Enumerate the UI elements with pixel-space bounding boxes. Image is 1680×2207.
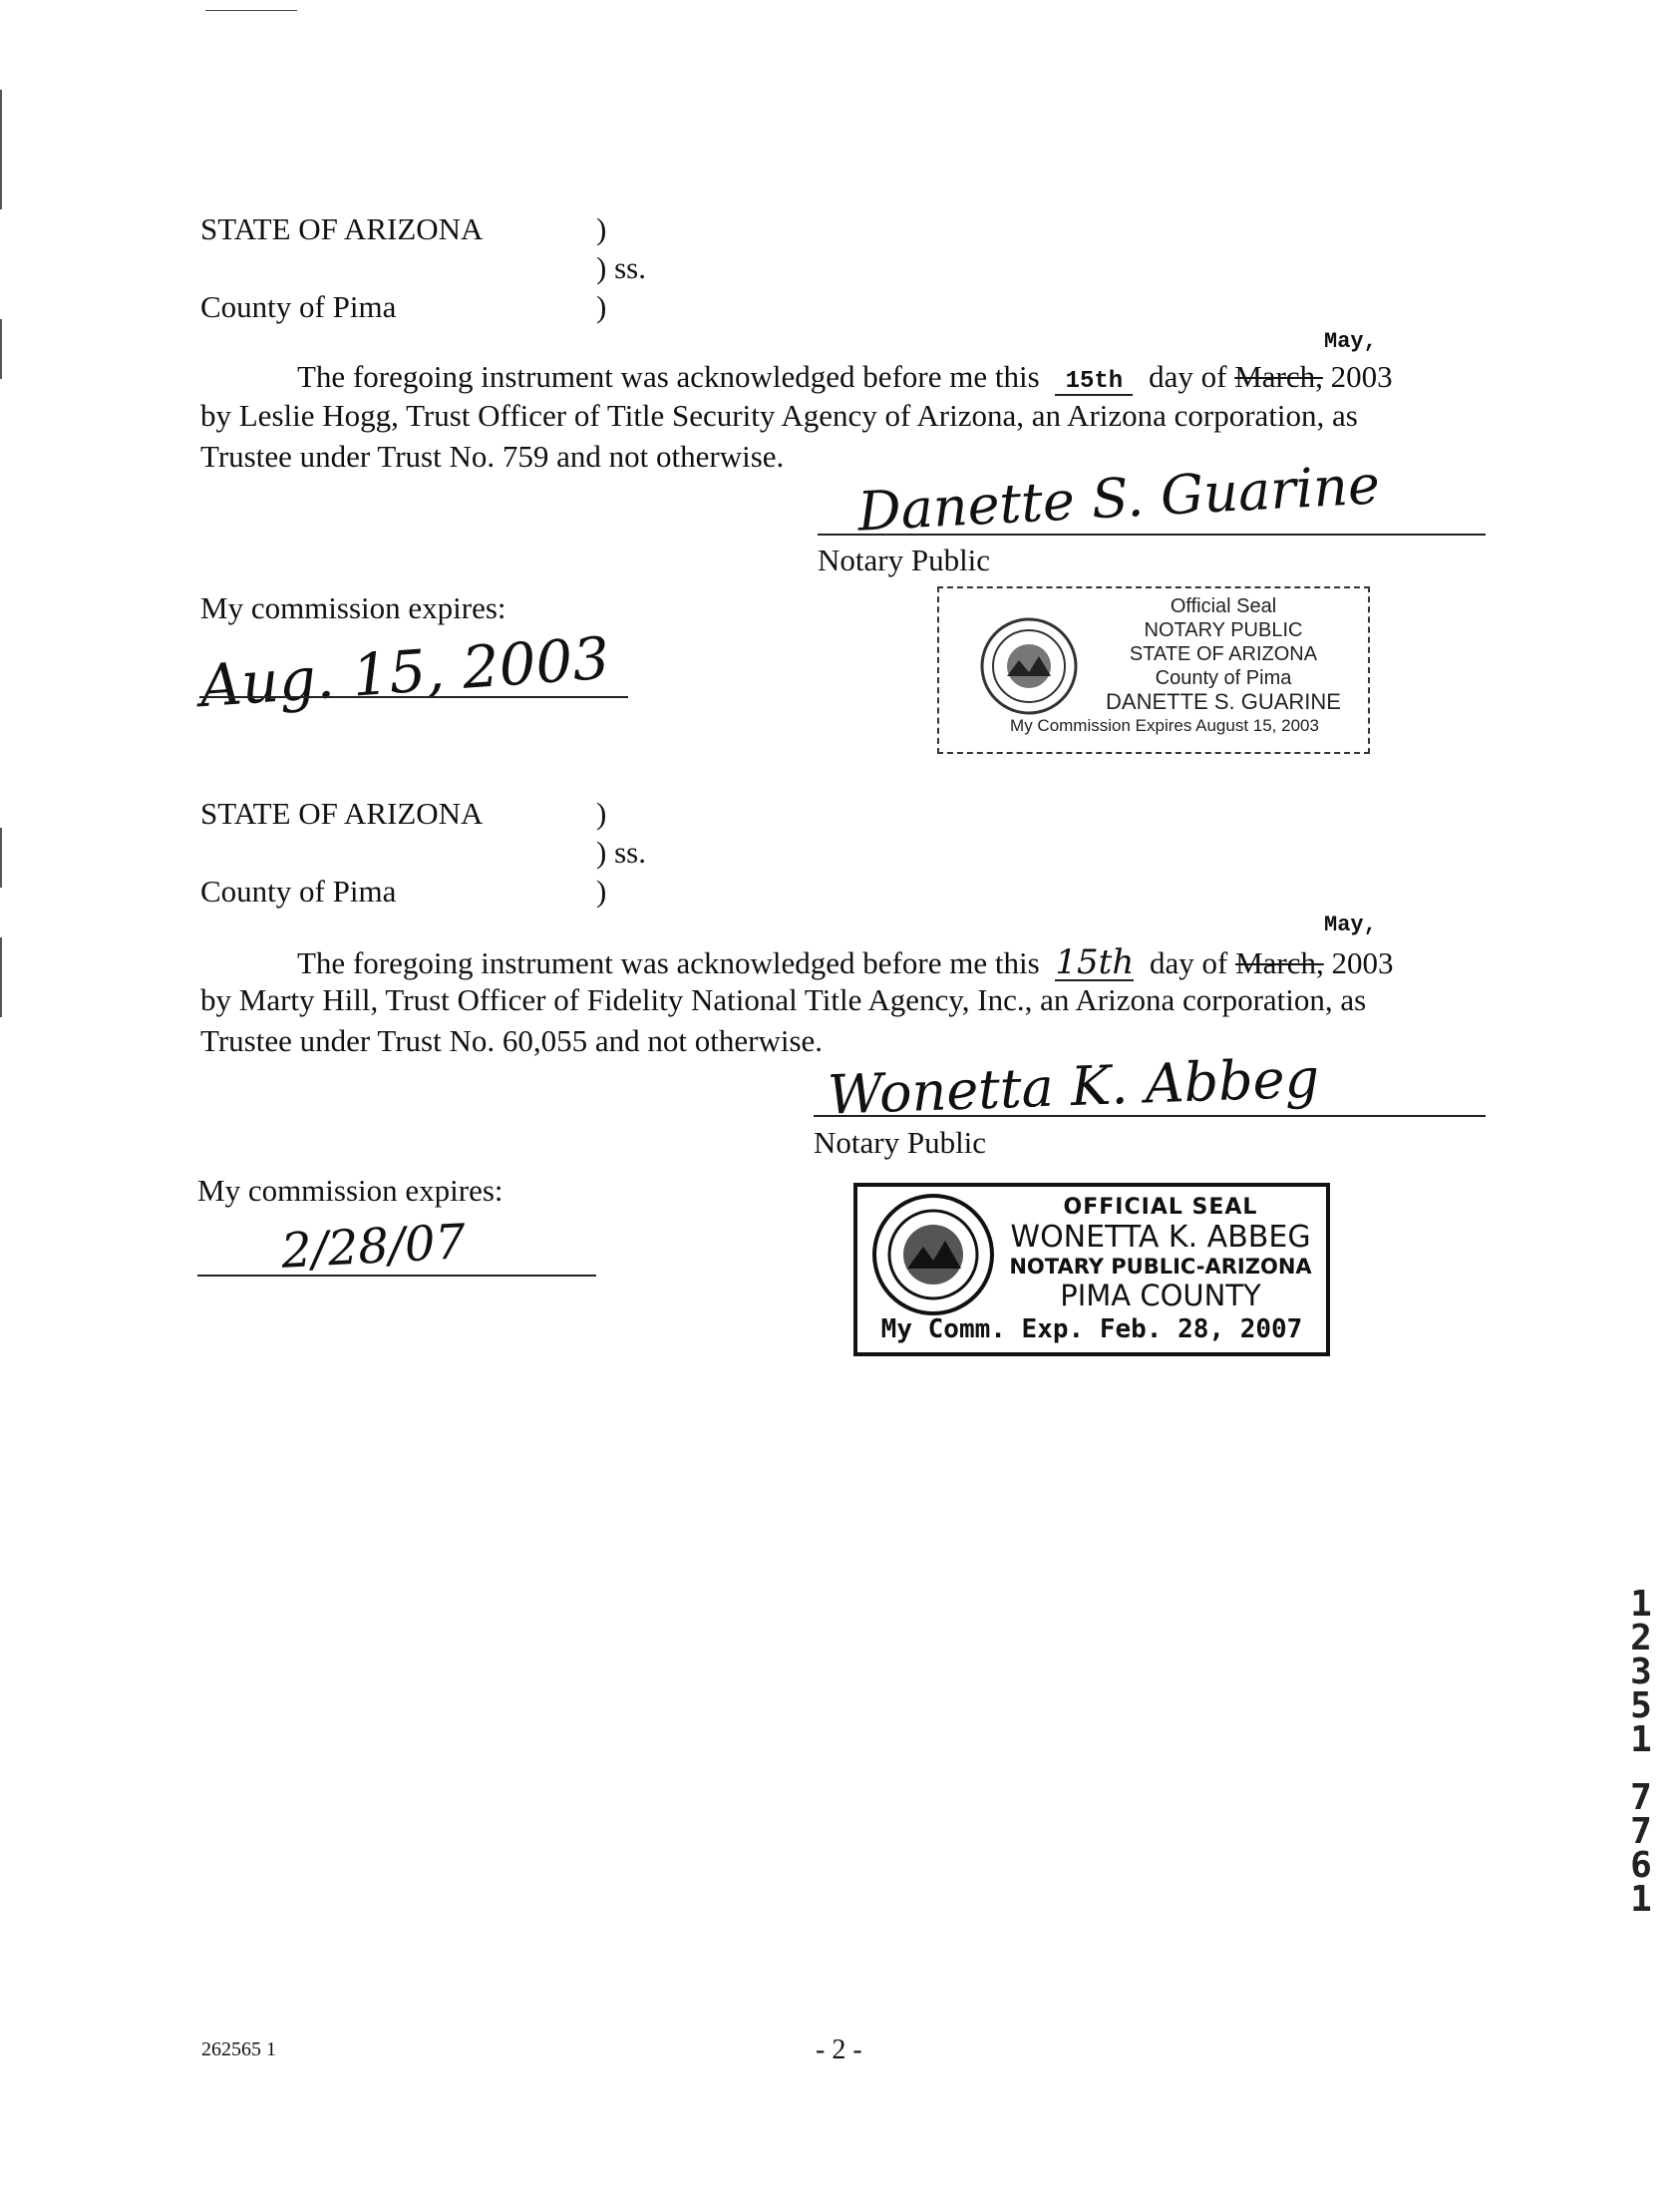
ack-line-2: by Marty Hill, Trust Officer of Fidelity National Title Agency, Inc., an Arizona corporation, as bbox=[200, 982, 1367, 1017]
state-seal-icon bbox=[871, 1193, 995, 1316]
scan-artifact-edge bbox=[0, 319, 2, 379]
recording-digit: 7 bbox=[1630, 1777, 1652, 1818]
commission-label: My commission expires: bbox=[197, 1173, 504, 1208]
venue-ss: ) ss. bbox=[596, 835, 646, 870]
ack-line-2: by Leslie Hogg, Trust Officer of Title Security Agency of Arizona, an Arizona corporation, as bbox=[200, 398, 1358, 433]
county-label: County of Pima bbox=[200, 289, 397, 324]
seal-line: County of Pima bbox=[1155, 667, 1292, 689]
commission-line bbox=[197, 1275, 596, 1277]
seal-line: PIMA COUNTY bbox=[1060, 1279, 1261, 1312]
ack-line-1 bbox=[297, 361, 1393, 396]
recording-digit: 7 bbox=[1630, 1811, 1652, 1852]
recording-digit: 6 bbox=[1630, 1845, 1652, 1886]
commission-line bbox=[199, 696, 628, 698]
notary-public-label: Notary Public bbox=[814, 1125, 987, 1160]
seal-expiration: My Commission Expires August 15, 2003 bbox=[1010, 716, 1319, 735]
month-struck: March, bbox=[1234, 359, 1323, 394]
scan-artifact-edge bbox=[0, 937, 2, 1017]
notary-signature: Wonetta K. Abbeg bbox=[827, 1046, 1321, 1127]
venue-paren: ) bbox=[596, 289, 607, 324]
page-number: - 2 - bbox=[816, 2034, 862, 2065]
recording-digit: 3 bbox=[1630, 1652, 1652, 1692]
recording-digit: 1 bbox=[1630, 1719, 1652, 1760]
venue-paren: ) bbox=[596, 211, 607, 246]
ack-line-1 bbox=[297, 942, 1394, 982]
seal-expiration: My Comm. Exp. Feb. 28, 2007 bbox=[880, 1314, 1303, 1344]
signature-line bbox=[818, 534, 1486, 536]
day-of: day of bbox=[1149, 359, 1227, 394]
seal-text bbox=[1089, 594, 1358, 714]
seal-line: STATE OF ARIZONA bbox=[1129, 643, 1318, 665]
recording-digit: 1 bbox=[1630, 1879, 1652, 1920]
seal-line: WONETTA K. ABBEG bbox=[1010, 1220, 1311, 1255]
ack-line-3: Trustee under Trust No. 759 and not otherwise. bbox=[200, 439, 785, 474]
year: 2003 bbox=[1330, 359, 1393, 394]
seal-line: Official Seal bbox=[1170, 595, 1277, 617]
county-label: County of Pima bbox=[200, 874, 397, 909]
recording-number-vertical bbox=[1619, 1584, 1663, 1920]
notary-seal bbox=[937, 586, 1370, 754]
venue-ss: ) ss. bbox=[596, 250, 646, 285]
venue-paren: ) bbox=[596, 874, 607, 909]
state-seal-icon bbox=[979, 616, 1079, 716]
ack-prefix: The foregoing instrument was acknowledged before me this bbox=[297, 945, 1040, 980]
commission-date-handwritten: 2/28/07 bbox=[279, 1214, 468, 1280]
month-struck: March, bbox=[1235, 945, 1324, 980]
day-field: 15th bbox=[1055, 942, 1135, 982]
doc-number: 262565 1 bbox=[201, 2038, 276, 2060]
notary-signature: Danette S. Guarine bbox=[855, 453, 1382, 544]
commission-date-handwritten: Aug. 15, 2003 bbox=[197, 623, 612, 721]
recording-digit: 5 bbox=[1630, 1685, 1652, 1726]
ack-prefix: The foregoing instrument was acknowledged before me this bbox=[297, 359, 1040, 394]
seal-line: OFFICIAL SEAL bbox=[1063, 1195, 1258, 1220]
commission-label: My commission expires: bbox=[200, 590, 506, 625]
seal-line: NOTARY PUBLIC-ARIZONA bbox=[1009, 1255, 1312, 1279]
notary-public-label: Notary Public bbox=[818, 543, 991, 577]
scan-artifact-edge bbox=[0, 90, 2, 209]
scan-artifact-line bbox=[205, 10, 297, 11]
ack-line-3: Trustee under Trust No. 60,055 and not otherwise. bbox=[200, 1023, 824, 1058]
scan-artifact-edge bbox=[0, 828, 2, 888]
month-insertion: May, bbox=[1324, 913, 1377, 937]
notary-seal bbox=[853, 1183, 1330, 1356]
seal-text bbox=[999, 1195, 1322, 1312]
state-label: STATE OF ARIZONA bbox=[200, 796, 484, 831]
state-label: STATE OF ARIZONA bbox=[200, 211, 484, 246]
recording-digit: 2 bbox=[1630, 1618, 1652, 1658]
seal-line: DANETTE S. GUARINE bbox=[1106, 689, 1341, 714]
venue-paren: ) bbox=[596, 796, 607, 831]
day-of: day of bbox=[1149, 945, 1228, 980]
recording-digit: 1 bbox=[1630, 1584, 1652, 1625]
day-field: 15th bbox=[1055, 370, 1133, 396]
seal-line: NOTARY PUBLIC bbox=[1144, 619, 1303, 641]
year: 2003 bbox=[1331, 945, 1394, 980]
signature-line bbox=[814, 1115, 1486, 1117]
month-insertion: May, bbox=[1324, 329, 1377, 354]
